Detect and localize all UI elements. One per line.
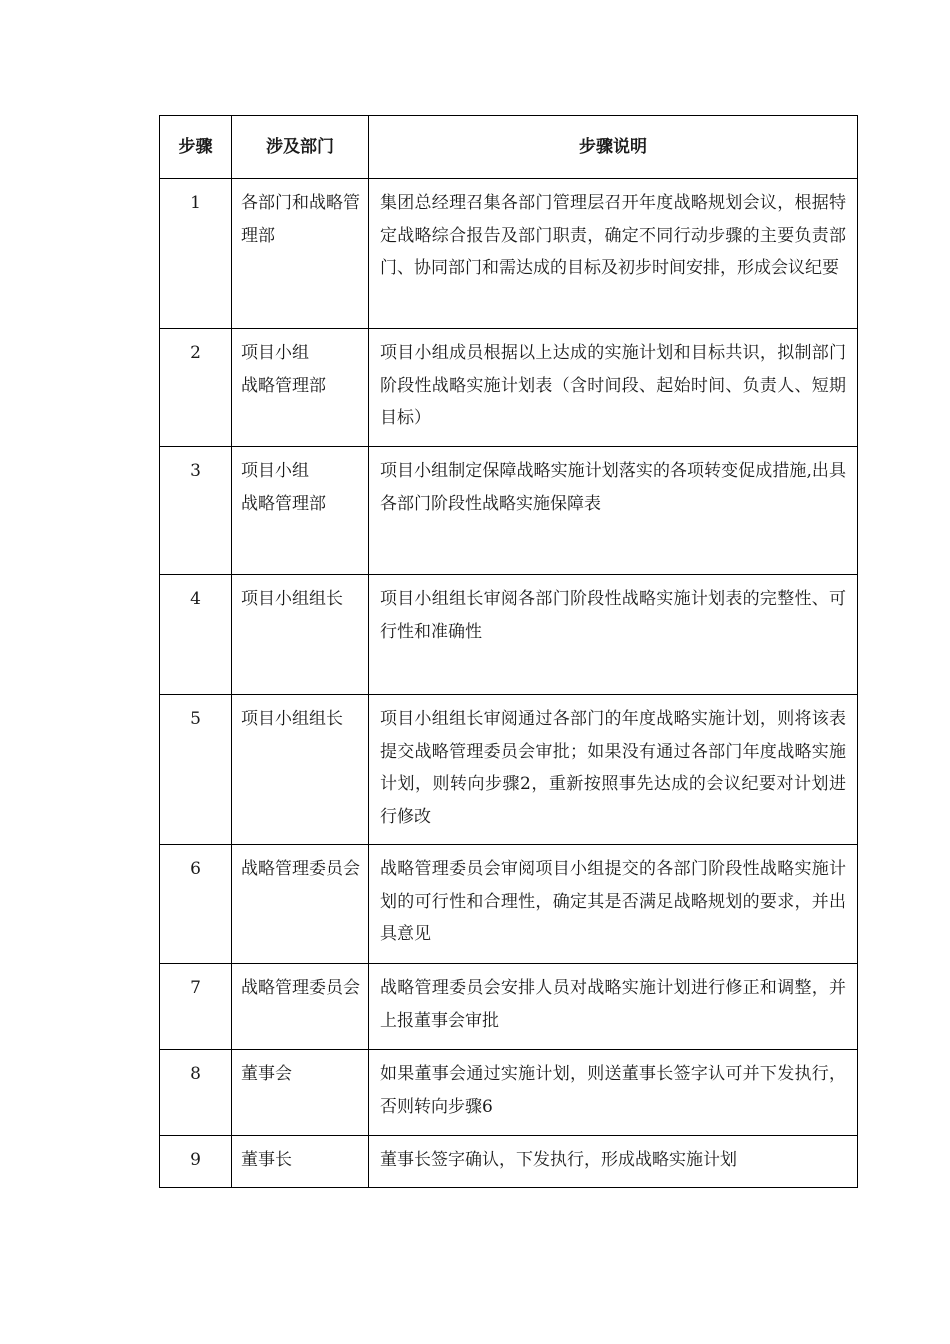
department-cell: 项目小组 战略管理部 (232, 329, 369, 447)
description-cell: 战略管理委员会审阅项目小组提交的各部门阶段性战略实施计划的可行性和合理性，确定其是否满足战略规划的要求，并出具意见 (369, 845, 858, 964)
description-cell: 项目小组制定保障战略实施计划落实的各项转变促成措施,出具各部门阶段性战略实施保障表 (369, 447, 858, 575)
description-cell: 项目小组成员根据以上达成的实施计划和目标共识，拟制部门阶段性战略实施计划表（含时间段、起始时间、负责人、短期目标） (369, 329, 858, 447)
description-cell: 项目小组组长审阅通过各部门的年度战略实施计划，则将该表提交战略管理委员会审批；如果没有通过各部门年度战略实施计划，则转向步骤2，重新按照事先达成的会议纪要对计划进行修改 (369, 695, 858, 845)
table-header-row (160, 116, 858, 179)
description-cell: 集团总经理召集各部门管理层召开年度战略规划会议，根据特定战略综合报告及部门职责，确定不同行动步骤的主要负责部门、协同部门和需达成的目标及初步时间安排，形成会议纪要 (369, 179, 858, 329)
table-row (160, 179, 858, 329)
step-number: 3 (160, 447, 232, 575)
department-cell: 董事长 (232, 1136, 369, 1188)
step-number: 5 (160, 695, 232, 845)
department-cell: 各部门和战略管理部 (232, 179, 369, 329)
table-row (160, 1050, 858, 1136)
department-cell: 项目小组 战略管理部 (232, 447, 369, 575)
table-row (160, 575, 858, 695)
header-description: 步骤说明 (369, 116, 858, 179)
header-department: 涉及部门 (232, 116, 369, 179)
department-cell: 战略管理委员会 (232, 845, 369, 964)
step-number: 8 (160, 1050, 232, 1136)
table-row (160, 845, 858, 964)
description-cell: 项目小组组长审阅各部门阶段性战略实施计划表的完整性、可行性和准确性 (369, 575, 858, 695)
step-number: 2 (160, 329, 232, 447)
table-row (160, 329, 858, 447)
department-cell: 董事会 (232, 1050, 369, 1136)
steps-table (159, 115, 858, 1188)
description-cell: 战略管理委员会安排人员对战略实施计划进行修正和调整，并上报董事会审批 (369, 964, 858, 1050)
step-number: 4 (160, 575, 232, 695)
department-cell: 战略管理委员会 (232, 964, 369, 1050)
step-number: 6 (160, 845, 232, 964)
step-number: 7 (160, 964, 232, 1050)
description-cell: 董事长签字确认，下发执行，形成战略实施计划 (369, 1136, 858, 1188)
step-number: 1 (160, 179, 232, 329)
table-row (160, 1136, 858, 1188)
table-row (160, 447, 858, 575)
department-cell: 项目小组组长 (232, 575, 369, 695)
description-cell: 如果董事会通过实施计划，则送董事长签字认可并下发执行，否则转向步骤6 (369, 1050, 858, 1136)
header-step: 步骤 (160, 116, 232, 179)
table-row (160, 695, 858, 845)
step-number: 9 (160, 1136, 232, 1188)
department-cell: 项目小组组长 (232, 695, 369, 845)
table-row (160, 964, 858, 1050)
